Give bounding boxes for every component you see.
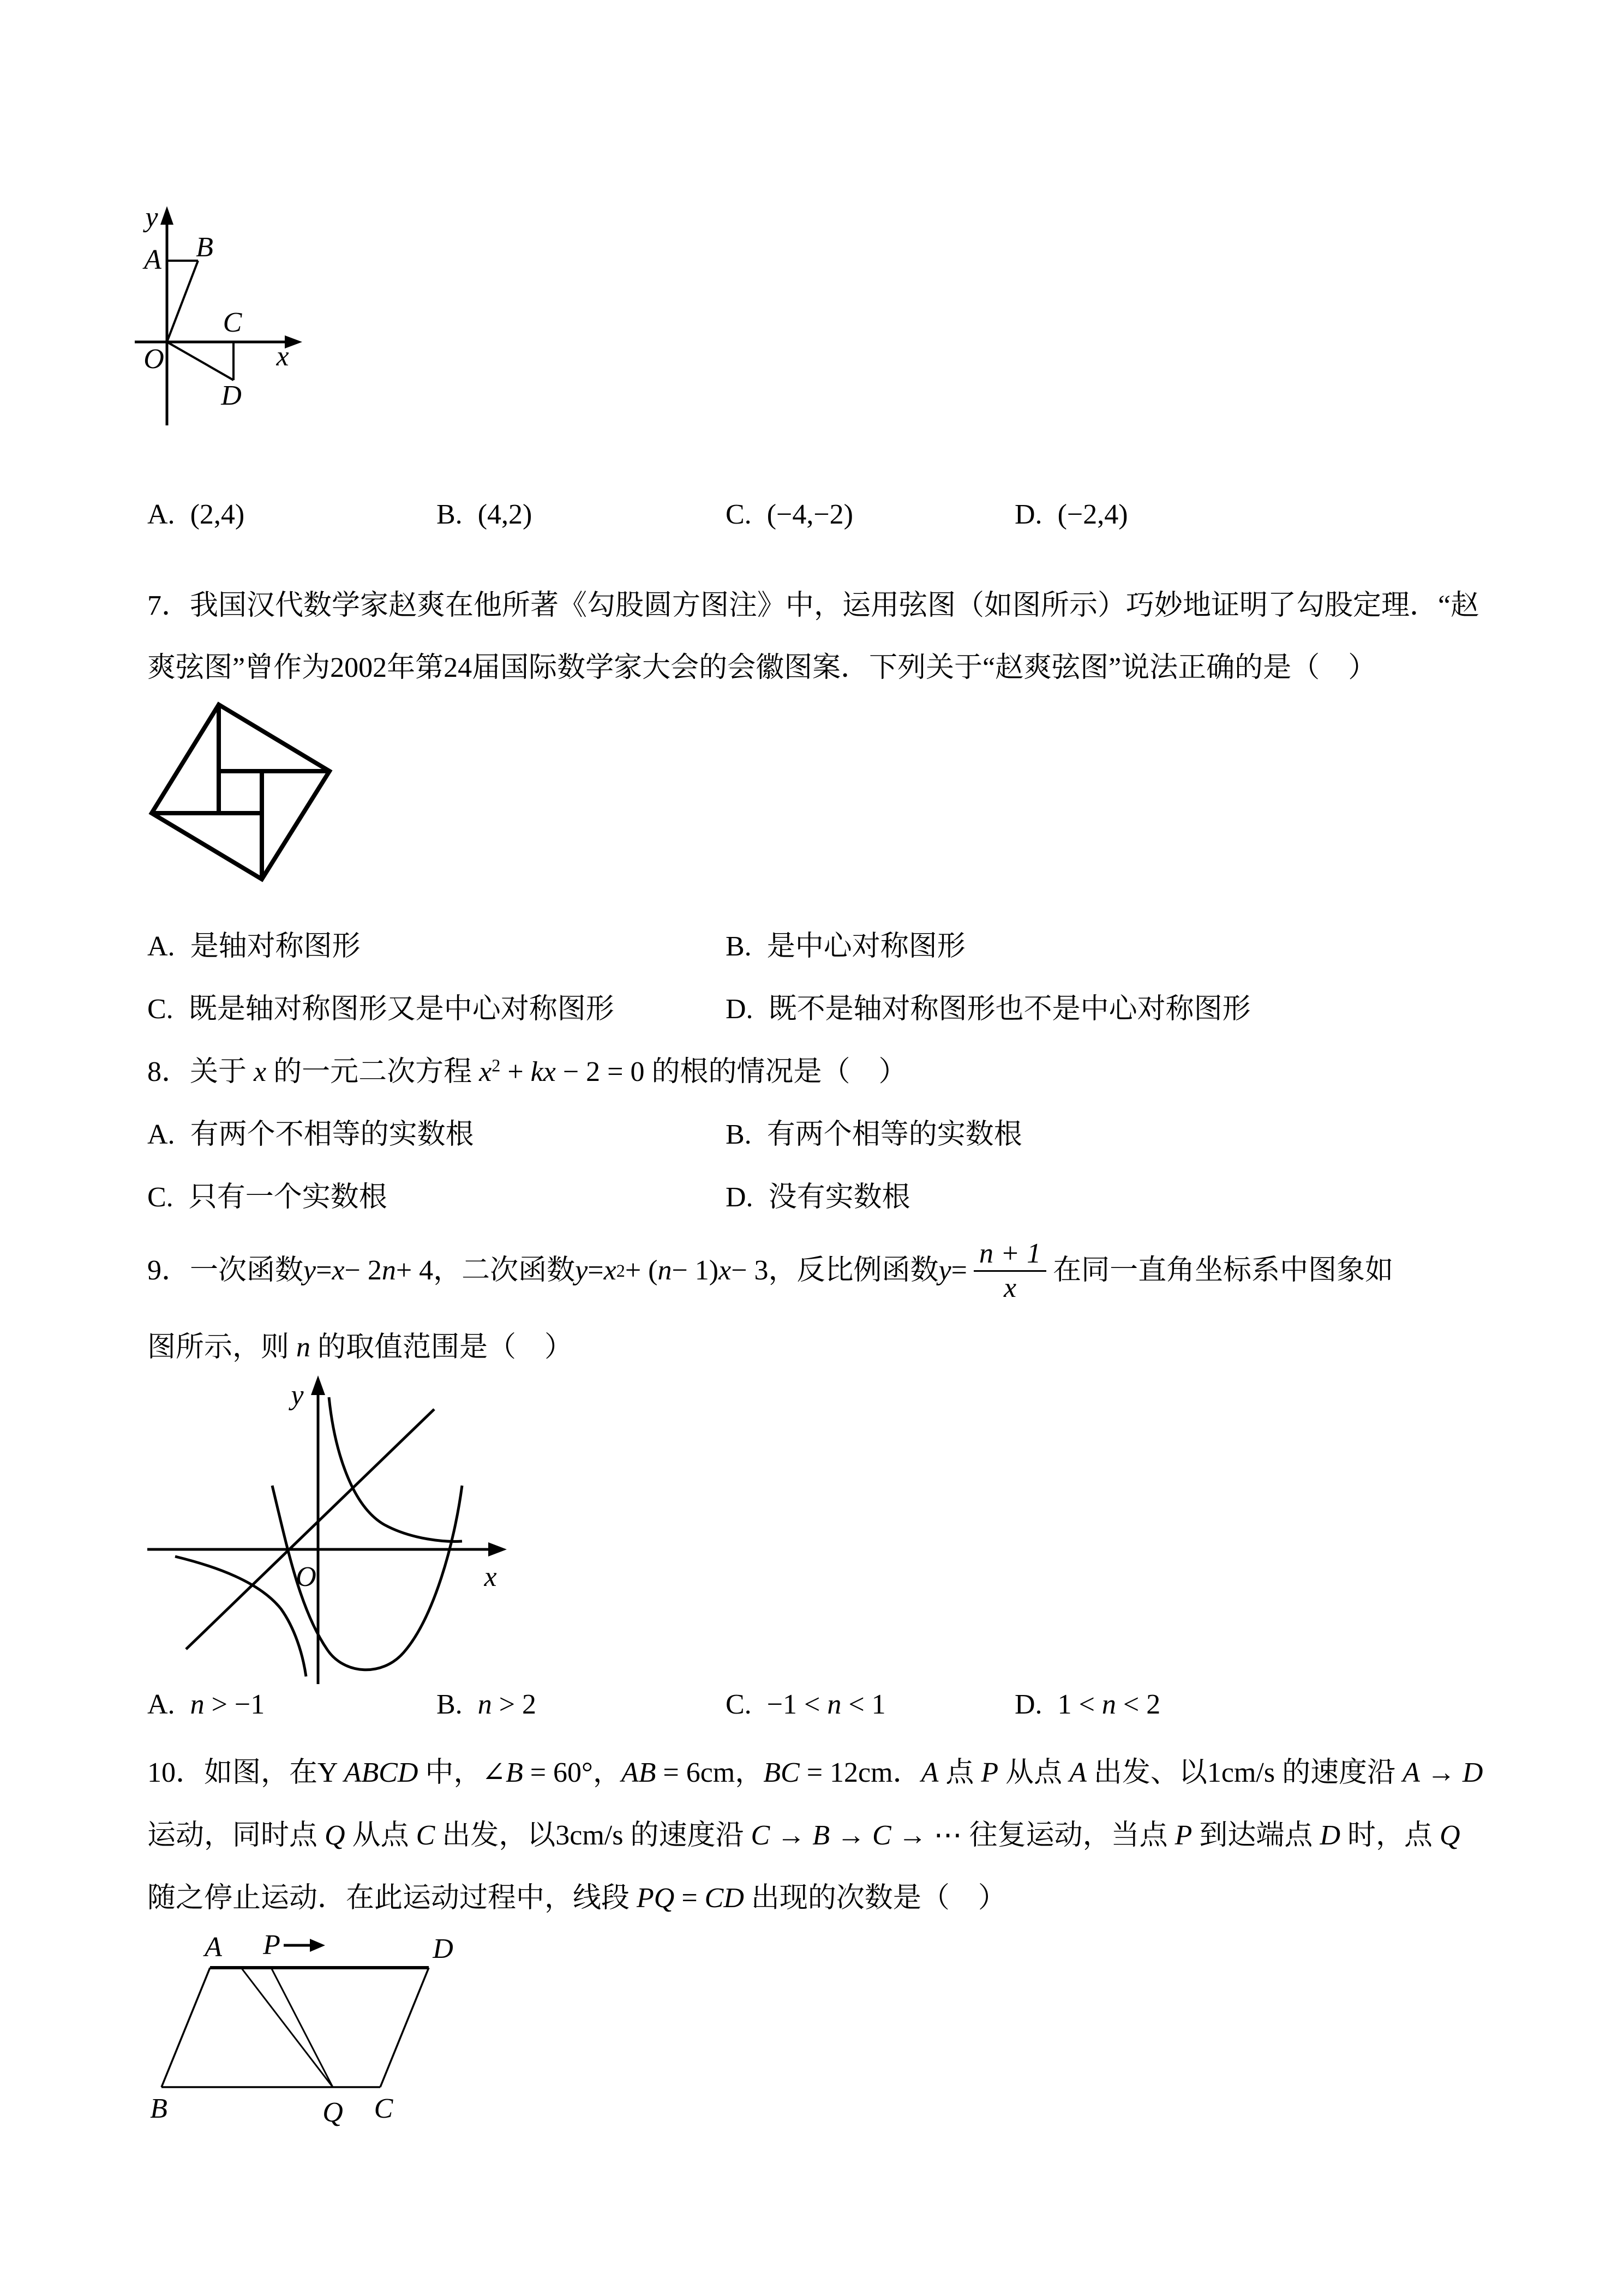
option-label: C. (147, 1182, 173, 1213)
q9-line-2: 图所示，则 n 的取值范围是（ ） (147, 1332, 573, 1363)
label-c: C (223, 307, 242, 338)
q6-option-c (726, 498, 853, 532)
option-value: 既是轴对称图形又是中心对称图形 (188, 994, 614, 1025)
label-y: y (291, 1380, 304, 1411)
option-label: C. (147, 994, 173, 1025)
option-value: (2,4) (190, 499, 245, 530)
option-value: 有两个相等的实数根 (766, 1119, 1022, 1150)
hyperbola-branch-q1 (329, 1397, 462, 1541)
label-x: x (276, 341, 289, 372)
q9-option-c (726, 1688, 886, 1722)
q9-functions-graph-figure (139, 1363, 510, 1685)
option-value: 是中心对称图形 (766, 931, 966, 962)
q6-option-d (1015, 498, 1128, 532)
label-c: C (374, 2093, 393, 2124)
option-label: B. (436, 499, 463, 530)
option-label: A. (147, 1119, 175, 1150)
label-q: Q (322, 2097, 343, 2128)
option-value: 有两个不相等的实数根 (190, 1119, 474, 1150)
option-label: C. (726, 1689, 752, 1720)
q9-option-a (147, 1688, 265, 1722)
option-value: n > −1 (190, 1689, 265, 1720)
q7-option-c (147, 993, 614, 1026)
label-a: A (205, 1932, 222, 1963)
label-x: x (484, 1561, 497, 1592)
q8-option-a (147, 1118, 474, 1152)
option-label: D. (1015, 1689, 1042, 1720)
q10-parallelogram-figure (142, 1930, 458, 2135)
option-value: (−2,4) (1057, 499, 1128, 530)
q6-coordinate-figure (125, 202, 305, 436)
option-value: −1 < n < 1 (766, 1689, 886, 1720)
option-value: 是轴对称图形 (190, 931, 361, 962)
label-o: O (296, 1561, 316, 1592)
segment-ob (167, 261, 198, 342)
q9-line-1: 9．一次函数 y = x − 2 n + 4，二次函数 y = x 2 + ( n − 1) x − 3，反比例函数 y = $\frac{n + 1}{x}$ 在同一直角坐标系中图象如 (147, 1237, 1394, 1303)
edge-dc (380, 1968, 429, 2087)
q7-option-a (147, 930, 361, 964)
q7-chord-diagram-figure (136, 690, 344, 892)
q7-line-2: 爽弦图”曾作为2002年第24届国际数学家大会的会徽图案．下列关于“赵爽弦图”说法正确的是（ ） (147, 652, 1377, 683)
option-label: D. (1015, 499, 1042, 530)
q8-stem: 8．关于 x 的一元二次方程 $x^2$ + kx − 2 = 0 的根的情况是（ ） (147, 1055, 907, 1087)
q8-option-c (147, 1181, 387, 1215)
q7-option-d (726, 993, 1251, 1026)
y-axis-arrow-icon (160, 206, 173, 225)
cevian-2 (271, 1968, 333, 2087)
y-axis-arrow-icon (311, 1375, 325, 1395)
q6-option-b (436, 498, 532, 532)
cevian-1 (241, 1968, 333, 2087)
option-label: D. (726, 1182, 753, 1213)
outer-square (152, 705, 329, 879)
option-value: 只有一个实数根 (188, 1182, 387, 1213)
option-label: D. (726, 994, 753, 1025)
option-label: B. (726, 931, 752, 962)
x-axis-arrow-icon (488, 1542, 507, 1556)
edge-ba (161, 1968, 210, 2087)
p-direction-arrowhead-icon (310, 1939, 325, 1952)
label-b: B (196, 232, 213, 263)
q9-option-d (1015, 1688, 1160, 1722)
option-label: A. (147, 931, 175, 962)
q10-line-2: 运动，同时点 Q 从点 C 出发，以3cm/s 的速度沿 C → B → C → ⋯ 往复运动，当点 P 到达端点 D 时，点 Q (147, 1820, 1460, 1851)
option-value: 1 < n < 2 (1057, 1689, 1161, 1720)
label-d: D (221, 380, 242, 411)
q8-option-d (726, 1181, 910, 1215)
option-label: C. (726, 499, 752, 530)
label-b: B (150, 2093, 167, 2124)
option-value: (−4,−2) (766, 499, 853, 530)
option-label: A. (147, 499, 175, 530)
label-o: O (143, 344, 164, 375)
option-label: B. (436, 1689, 463, 1720)
q9-option-b (436, 1688, 536, 1722)
label-y: y (145, 202, 158, 233)
q6-option-a (147, 498, 244, 532)
option-value: n > 2 (477, 1689, 537, 1720)
option-value: 既不是轴对称图形也不是中心对称图形 (768, 994, 1251, 1025)
label-a: A (144, 244, 161, 275)
option-label: B. (726, 1119, 752, 1150)
option-value: (4,2) (477, 499, 532, 530)
label-p: P (263, 1930, 280, 1961)
q7-option-b (726, 930, 966, 964)
hyperbola-branch-q3 (175, 1556, 306, 1676)
label-d: D (433, 1933, 453, 1964)
option-label: A. (147, 1689, 175, 1720)
q10-line-1: 10．如图，在Y ABCD 中，∠B = 60°，AB = 6cm，BC = 12cm．A 点 P 从点 A 出发、以1cm/s 的速度沿 A → D (147, 1757, 1483, 1788)
q8-option-b (726, 1118, 1022, 1152)
q7-line-1: 7．我国汉代数学家赵爽在他所著《勾股圆方图注》中，运用弦图（如图所示）巧妙地证明了勾股定理．“赵 (147, 590, 1479, 621)
option-value: 没有实数根 (768, 1182, 910, 1213)
segment-od (167, 342, 233, 380)
q10-line-3: 随之停止运动．在此运动过程中，线段 PQ = CD 出现的次数是（ ） (147, 1883, 1006, 1914)
